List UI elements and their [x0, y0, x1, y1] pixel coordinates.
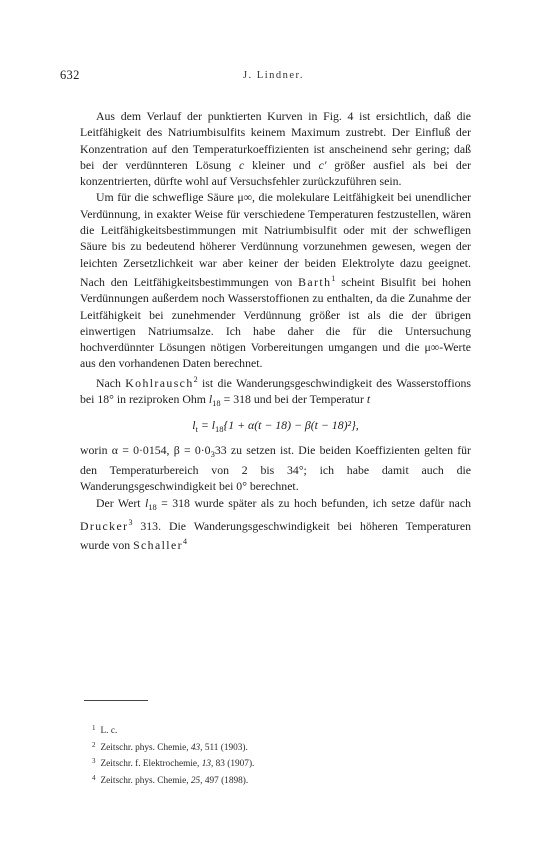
footnote-rule [84, 700, 148, 701]
paragraph-3: Nach Kohlrausch$^2$ ist die Wanderungsgeschwindigkeit des Wasserstoffions bei 18° in reziproken Ohm $l_{18} = 318$ und bei der Temperatur t [80, 374, 471, 409]
running-head: J. Lindner. [242, 70, 305, 81]
paragraph-4: worin α = 0·0154, $\beta = 0\cdot 0_333$ zu setzen ist. Die beiden Koeffizienten gelten für den Temperaturbereich von 2 bis 34°; ich habe damit auch die Wanderungsgeschwindigkeit bei 0° berechnet. [80, 442, 471, 494]
page-number: 632 [60, 68, 80, 82]
body-text [80, 108, 471, 553]
footnote-2: $^2$ Zeitschr. phys. Chemie, 43, 511 (1903). [92, 740, 248, 753]
equation-wanderungsgeschwindigkeit: $l_t = l_{18}\{1 + \alpha(t - 18) - \beta(t - 18)^2\}$, [192, 418, 359, 435]
footnote-1: $^1$ L. c. [92, 724, 118, 736]
footnote-3: $^3$ Zeitschr. f. Elektrochemie, 13, 83 (1907). [92, 757, 255, 770]
paragraph-5: Der Wert $l_{18} = 318$ wurde später als zu hoch befunden, ich setze dafür nach Drucker$^3$ 313. Die Wanderungsgeschwindigkeit bei höheren Temperaturen wurde von Schaller$^4$ [80, 495, 471, 553]
paragraph-2: Um für die schweflige Säure μ∞, die molekulare Leitfähigkeit bei unendlicher Verdünnung, in exakter Weise für verschiedene Temperaturen festzustellen, wären die Leitfähigkeitsbestimmungen mit Natriumbisulfit oder mit der schwefligen Säure bis zu bedeutend höherer Verdünnung vorzunehmen gewesen, wegen der leichten Zersetzlichkeit war aber keiner der beiden Elektrolyte dazu geeignet. Nach den Leitfähigkeitsbestimmungen von Barth$^1$ scheint Bisulfit bei hohen Verdünnungen außerdem noch Wasserstoffionen zu enthalten, da die Zunahme der Leitfähigkeit bei zunehmender Verdünnung größer ist als die der übrigen einwertigen Natriumsalze. Ich habe daher die für die Untersuchung hochverdünnter Lösungen nötigen Vorbereitungen umgangen und die μ∞-Werte aus den vorhandenen Daten berechnet. [80, 190, 471, 371]
footnotes [92, 722, 462, 788]
paragraph-1: Aus dem Verlauf der punktierten Kurven in Fig. 4 ist ersichtlich, daß die Leitfähigkeit des Natriumbisulfits keinem Maximum zustrebt. Der Einfluß der Konzentration auf den Temperaturkoeffizienten ist anscheinend sehr gering; daß bei der verdünnteren Lösung c kleiner und c' größer ausfiel als bei der konzentrierten, dürfte wohl auf Versuchsfehler zurückzuführen sein. [80, 109, 471, 189]
footnote-4: $^4$ Zeitschr. phys. Chemie, 25, 497 (1898). [92, 773, 249, 786]
